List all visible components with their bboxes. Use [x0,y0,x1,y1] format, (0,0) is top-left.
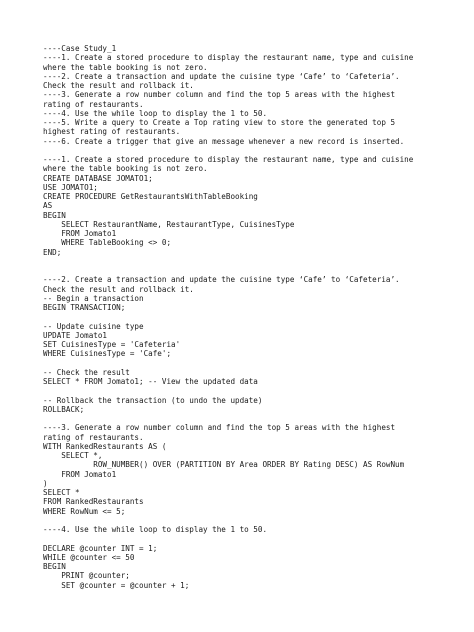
code-line: ----6. Create a trigger that give an message whenever a new record is inserted. [43,136,405,146]
code-line: END; [43,247,62,257]
code-line: -- Update cuisine type [43,321,144,331]
code-line: ----4. Use the while loop to display the 1 to 50. [43,108,268,118]
code-line: WHERE RowNum <= 5; [43,506,126,516]
code-line: FROM Jomato1 [43,469,117,479]
code-line: ----5. Write a query to Create a Top rating view to store the generated top 5 [43,118,396,127]
code-line: WHERE CuisinesType = 'Cafe'; [43,349,172,359]
code-line: DECLARE @counter INT = 1; [43,543,158,553]
code-line: Check the result and rollback it. [43,284,194,294]
code-line: WITH RankedRestaurants AS ( [43,441,167,451]
code-line [43,534,433,543]
code-line: SELECT *, [43,451,103,460]
code-line: BEGIN [43,210,66,220]
code-line: BEGIN TRANSACTION; [43,303,126,312]
code-line: where the table booking is not zero. [43,62,208,72]
code-line: highest rating of restaurants. [43,127,181,137]
code-line: PRINT @counter; [43,571,130,581]
code-line: WHERE TableBooking <> 0; [43,238,172,248]
code-line [43,414,433,423]
code-line: ----4. Use the while loop to display the 1 to 50. [43,525,268,534]
code-line [43,516,433,525]
code-line [43,257,433,266]
code-line: SET CuisinesType = 'Cafeteria' [43,340,181,349]
code-line: CREATE PROCEDURE GetRestaurantsWithTableBooking [43,192,258,201]
code-line: ROLLBACK; [43,404,85,414]
code-line: SELECT RestaurantName, RestaurantType, CuisinesType [43,219,295,229]
code-line: rating of restaurants. [43,432,144,442]
code-line [43,266,433,275]
code-line: where the table booking is not zero. [43,164,208,174]
code-line: ----2. Create a transaction and update the cuisine type ‘Cafe’ to ‘Cafeteria’. [43,275,400,285]
code-line: ----3. Generate a row number column and find the top 5 areas with the highest [43,423,396,433]
code-line: USE JOMATO1; [43,182,98,192]
code-line: FROM Jomato1 [43,229,117,238]
code-line: ----2. Create a transaction and update the cuisine type ‘Cafe’ to ‘Cafeteria’. [43,71,400,81]
code-line: WHILE @counter <= 50 [43,552,135,562]
code-line: SET @counter = @counter + 1; [43,580,190,590]
code-line [43,386,433,395]
code-line: -- Begin a transaction [43,293,144,303]
code-line: Check the result and rollback it. [43,81,194,90]
code-line: -- Check the result [43,367,130,377]
code-line: rating of restaurants. [43,99,144,109]
code-line: -- Rollback the transaction (to undo the update) [43,395,263,405]
sql-code-text [43,44,433,590]
code-line: ----Case Study_1 [43,44,117,53]
code-line [43,146,433,155]
code-line: SELECT * [43,488,80,497]
code-line: ----1. Create a stored procedure to display the restaurant name, type and cuisine [43,53,414,63]
code-line: ) [43,478,48,488]
code-line: ----3. Generate a row number column and find the top 5 areas with the highest [43,90,396,100]
code-line: ROW_NUMBER() OVER (PARTITION BY Area ORDER BY Rating DESC) AS RowNum [43,460,405,470]
code-line [43,312,433,321]
code-line: FROM RankedRestaurants [43,497,144,507]
code-line: BEGIN [43,562,66,571]
code-line: CREATE DATABASE JOMATO1; [43,173,153,183]
code-line: AS [43,201,53,211]
code-line [43,359,433,368]
code-line: UPDATE Jomato1 [43,330,108,340]
code-line: ----1. Create a stored procedure to display the restaurant name, type and cuisine [43,155,414,164]
code-line: SELECT * FROM Jomato1; -- View the updated data [43,377,258,386]
